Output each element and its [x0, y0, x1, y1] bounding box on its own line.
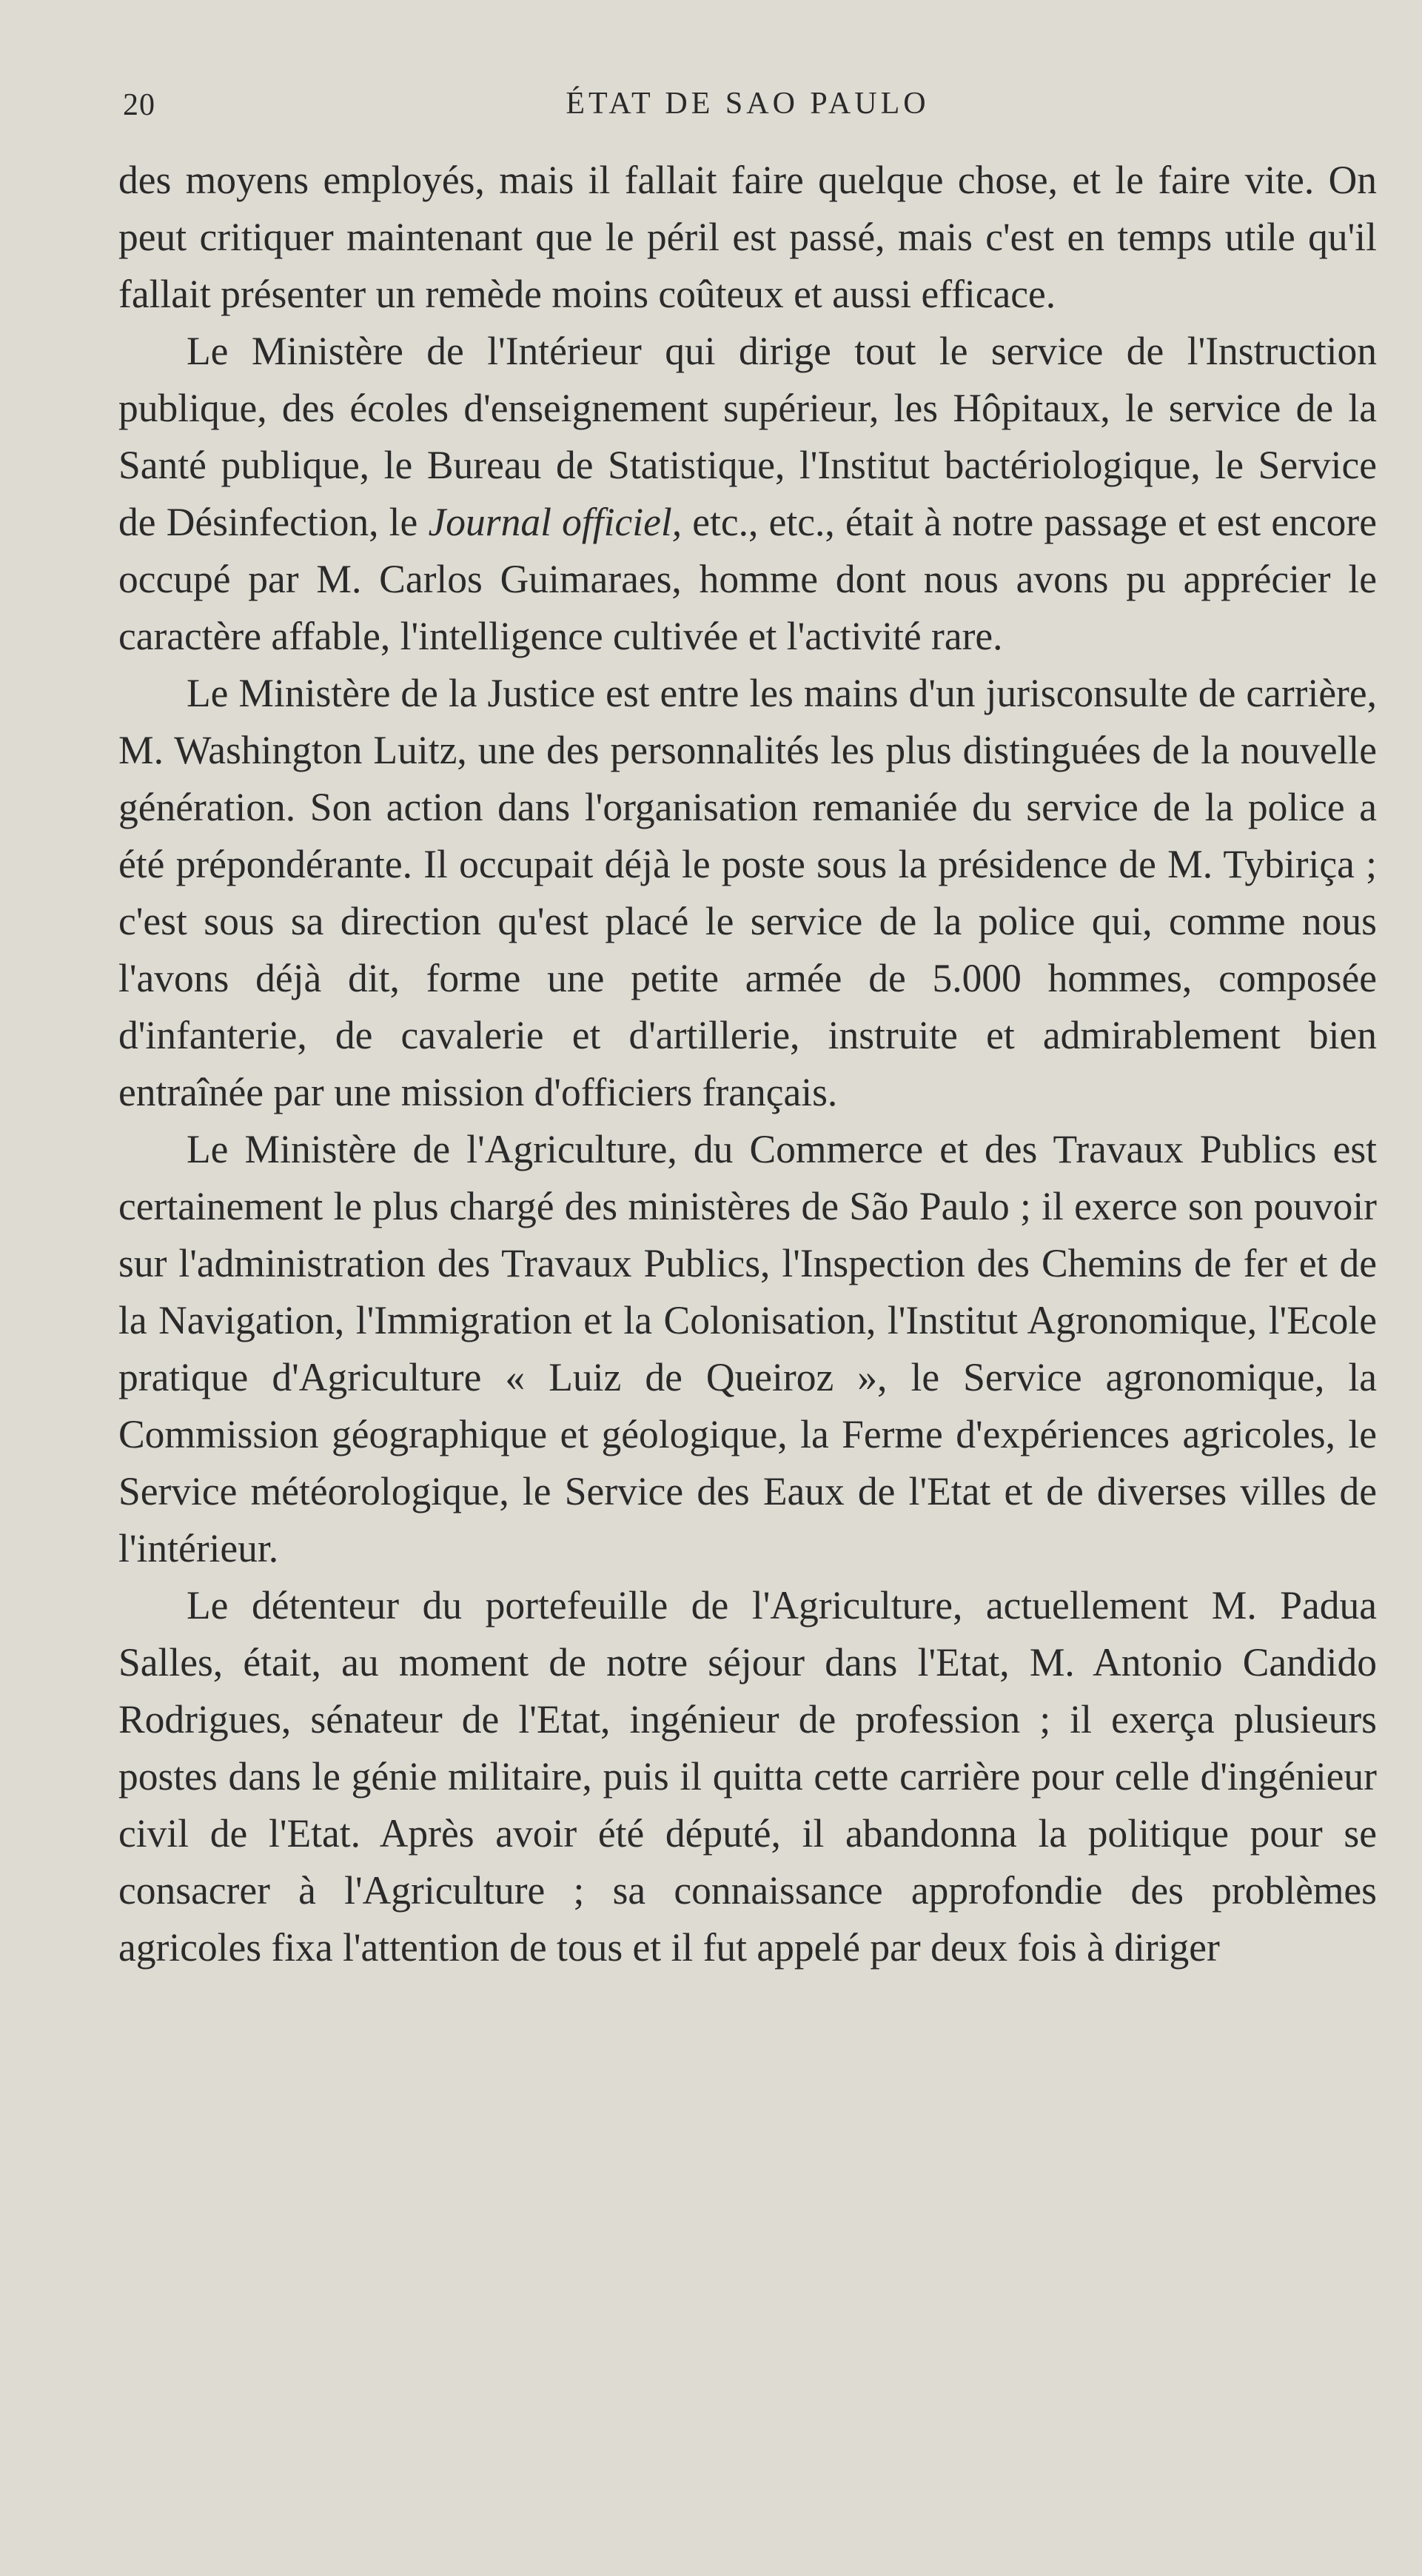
running-title: ÉTAT DE SAO PAULO	[566, 87, 930, 121]
journal-officiel-italic: Journal officiel,	[428, 500, 683, 544]
paragraph-2	[118, 323, 1377, 665]
paragraph-3: Le Ministère de la Justice est entre les mains d'un jurisconsulte de carrière, M. Washington Luitz, une des personnalités les plus distinguées de la nouvelle génération. Son action dans l'organisation remaniée du service de la police a été prépondérante. Il occupait déjà le poste sous la présidence de M. Tybiriça ; c'est sous sa direction qu'est placé le service de la police qui, comme nous l'avons déjà dit, forme une petite armée de 5.000 hommes, composée d'infanterie, de cavalerie et d'artillerie, instruite et admirablement bien entraînée par une mission d'officiers français.	[118, 671, 1377, 1114]
paragraph-5: Le détenteur du portefeuille de l'Agriculture, actuellement M. Padua Salles, était, au moment de notre séjour dans l'Etat, M. Antonio Candido Rodrigues, sénateur de l'Etat, ingénieur de profession ; il exerça plusieurs postes dans le génie militaire, puis il quitta cette carrière pour celle d'ingénieur civil de l'Etat. Après avoir été député, il abandonna la politique pour se consacrer à l'Agriculture ; sa connaissance approfondie des problèmes agricoles fixa l'attention de tous et il fut appelé par deux fois à diriger	[118, 1583, 1377, 1970]
page-number: 20	[123, 88, 155, 122]
paragraph-1: des moyens employés, mais il fallait faire quelque chose, et le faire vite. On peut critiquer maintenant que le péril est passé, mais c'est en temps utile qu'il fallait présenter un remède moins coûteux et aussi efficace.	[118, 158, 1377, 316]
paragraph-2-end: etc., etc., était à notre passage et est encore occupé par M. Carlos Guimaraes, homme dont nous avons pu apprécier le caractère affable, l'intelligence cultivée et l'activité rare.	[118, 500, 1377, 658]
page-header	[118, 80, 1377, 124]
paragraph-4: Le Ministère de l'Agriculture, du Commerce et des Travaux Publics est certainement le plus chargé des ministères de São Paulo ; il exerce son pouvoir sur l'administration des Travaux Publics, l'Inspection des Chemins de fer et de la Navigation, l'Immigration et la Colonisation, l'Institut Agronomique, l'Ecole pratique d'Agriculture « Luiz de Queiroz », le Service agronomique, la Commission géographique et géologique, la Ferme d'expériences agricoles, le Service météorologique, le Service des Eaux de l'Etat et de diverses villes de l'intérieur.	[118, 1127, 1377, 1570]
paragraph-2-start: Le Ministère de l'Intérieur qui dirige tout le service de l'Instruction publique, des écoles d'enseignement supérieur, les Hôpitaux, le service de la Santé publique, le Bureau de Statistique, l'Institut bactériologique, le Service de Désinfection, le	[118, 329, 1377, 544]
body-text	[118, 152, 1377, 1976]
